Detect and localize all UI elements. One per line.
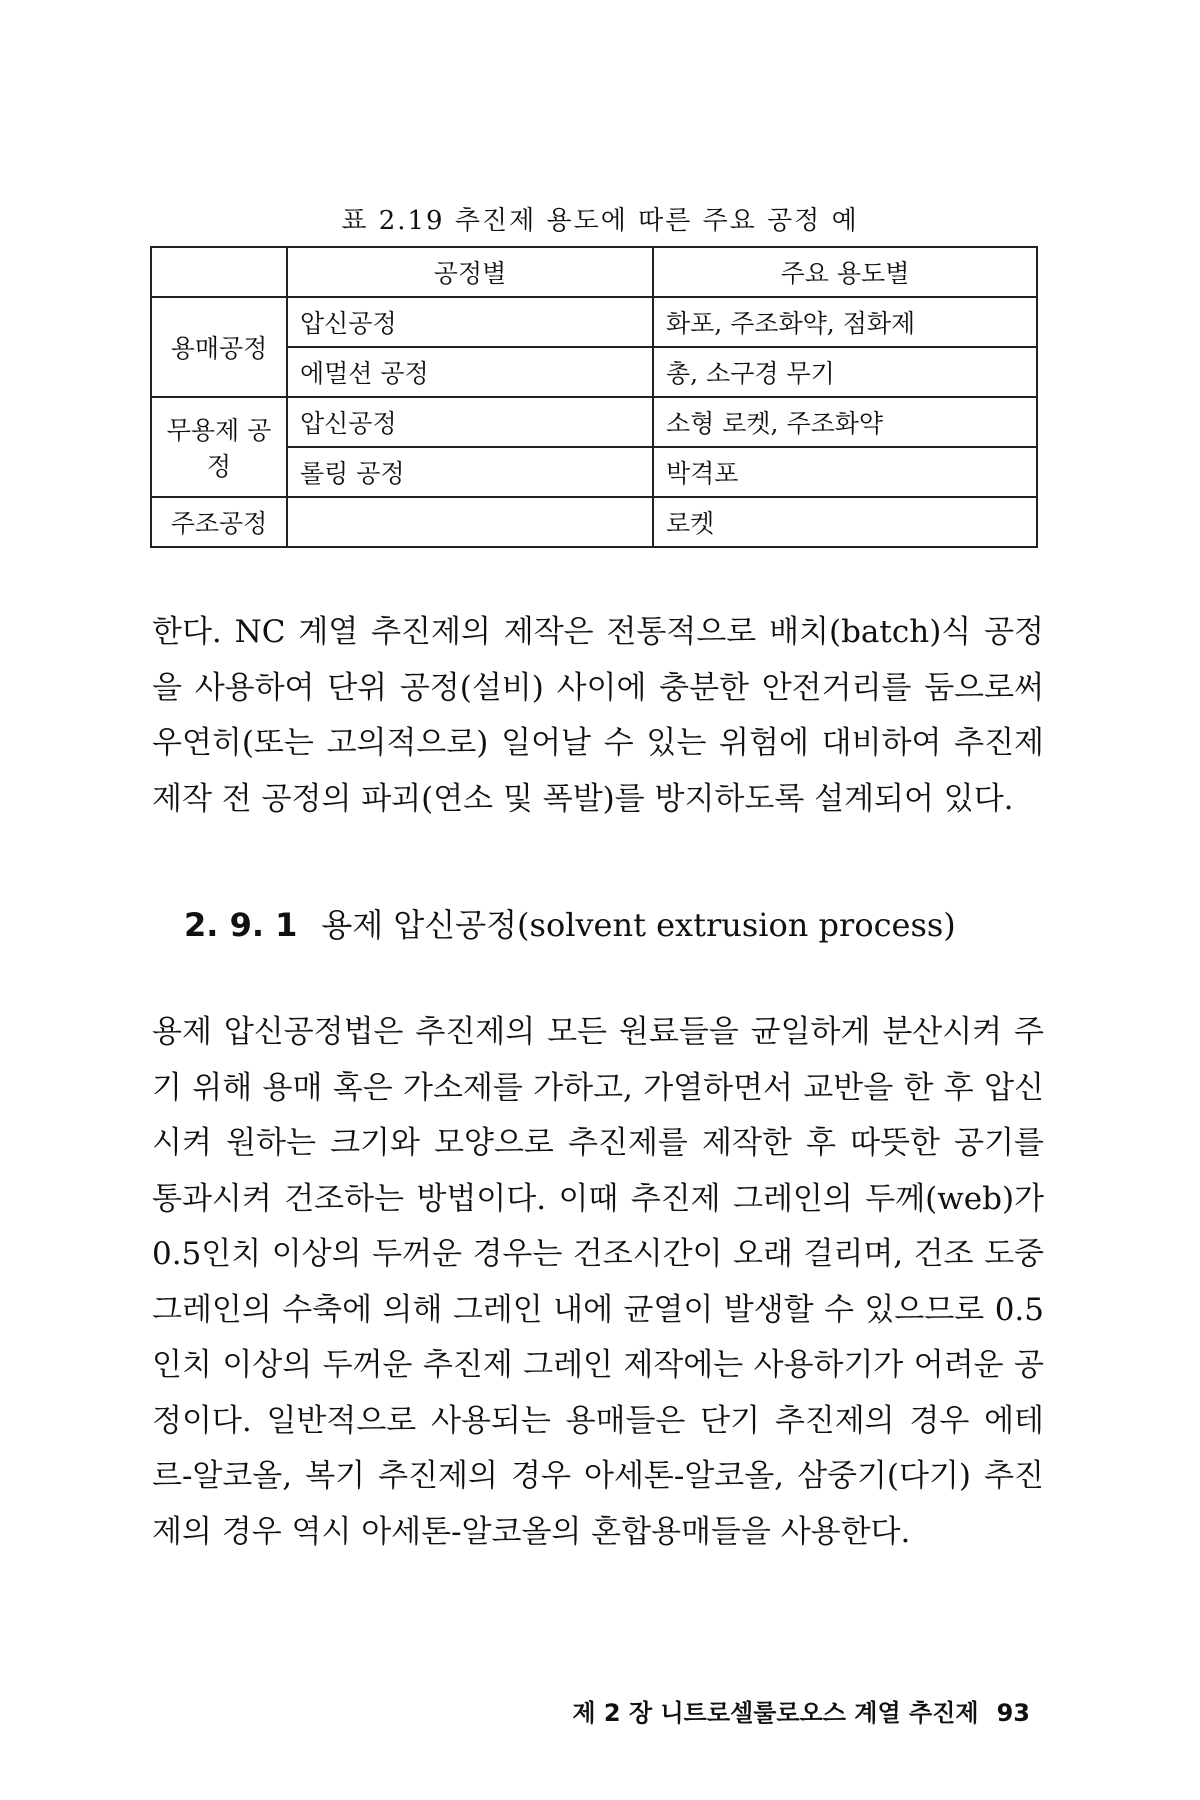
row-group-label: 무용제 공정: [151, 397, 287, 497]
row-process: 에멀션 공정: [287, 347, 653, 397]
row-process: 압신공정: [287, 397, 653, 447]
row-use: 화포, 주조화약, 점화제: [653, 297, 1037, 347]
section-title: 용제 압신공정(solvent extrusion process): [321, 906, 956, 944]
table-header-use: 주요 용도별: [653, 247, 1037, 297]
body-paragraph: 용제 압신공정법은 추진제의 모든 원료들을 균일하게 분산시켜 주기 위해 용매 혹은 가소제를 가하고, 가열하면서 교반을 한 후 압신시켜 원하는 크기와 모양으로 추진제를 제작한 후 따뜻한 공기를 통과시켜 건조하는 방법이다. 이때 추진제 그레인의 두께(web)가 0.5인치 이상의 두꺼운 경우는 건조시간이 오래 걸리며, 건조 도중 그레인의 수축에 의해 그레인 내에 균열이 발생할 수 있으므로 0.5인치 이상의 두꺼운 추진제 그레인 제작에는 사용하기가 어려운 공정이다. 일반적으로 사용되는 용매들은 단기 추진제의 경우 에테르-알코올, 복기 추진제의 경우 아세톤-알코올, 삼중기(다기) 추진제의 경우 역시 아세톤-알코올의 혼합용매들을 사용한다.: [152, 1014, 1044, 1550]
process-table: [150, 246, 1038, 548]
table-row: [151, 497, 1037, 547]
row-process: 압신공정: [287, 297, 653, 347]
row-use: 소형 로켓, 주조화약: [653, 397, 1037, 447]
section-heading: [184, 900, 956, 946]
row-use: 로켓: [653, 497, 1037, 547]
row-process: [287, 497, 653, 547]
row-group-label: 주조공정: [151, 497, 287, 547]
table-row: [151, 297, 1037, 347]
body-paragraph: 한다. NC 계열 추진제의 제작은 전통적으로 배치(batch)식 공정을 사용하여 단위 공정(설비) 사이에 충분한 안전거리를 둠으로써 우연히(또는 고의적으로) 일어날 수 있는 위험에 대비하여 추진제 제작 전 공정의 파괴(연소 및 폭발)를 방지하도록 설계되어 있다.: [152, 614, 1044, 817]
table-header-process: 공정별: [287, 247, 653, 297]
section-number: 2. 9. 1: [184, 906, 298, 944]
page-number: 93: [996, 1699, 1030, 1727]
row-use: 총, 소구경 무기: [653, 347, 1037, 397]
page-footer: [572, 1693, 1030, 1728]
row-group-label: 용매공정: [151, 297, 287, 397]
table-header-blank: [151, 247, 287, 297]
table-row: [151, 397, 1037, 447]
table-header-row: [151, 247, 1037, 297]
chapter-title: 제 2 장 니트로셀룰로오스 계열 추진제: [572, 1699, 979, 1727]
row-use: 박격포: [653, 447, 1037, 497]
row-process: 롤링 공정: [287, 447, 653, 497]
table-caption: 표 2.19 추진제 용도에 따른 주요 공정 예: [341, 206, 859, 236]
